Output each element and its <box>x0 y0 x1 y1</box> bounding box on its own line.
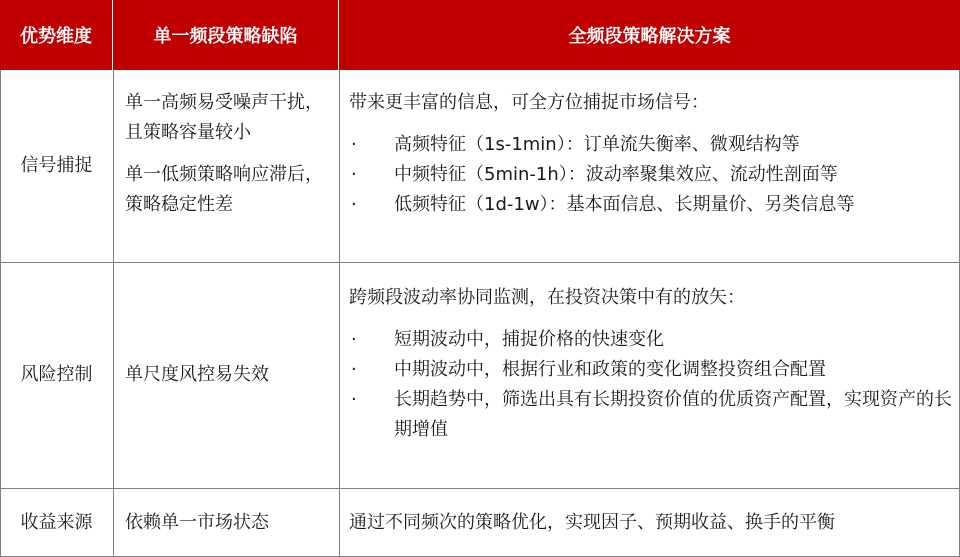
row-divider <box>0 488 960 489</box>
row1-solution <box>339 88 960 220</box>
list-item: · 中频特征（5min-1h）：波动率聚集效应、流动性剖面等 <box>349 160 952 190</box>
list-item: · 高频特征（1s-1min）：订单流失衡率、微观结构等 <box>349 130 952 160</box>
row3-solution <box>339 488 960 557</box>
header-dimension: 优势维度 <box>0 0 113 70</box>
row3-dimension: 收益来源 <box>20 511 93 533</box>
header-solution: 全频段策略解决方案 <box>339 0 960 70</box>
bullet-dot-icon: · <box>351 359 357 380</box>
list-item: · 短期波动中，捕捉价格的快速变化 <box>349 325 952 355</box>
row2-solution-intro: 跨频段波动率协同监测，在投资决策中有的放矢： <box>349 287 745 308</box>
header-defects: 单一频段策略缺陷 <box>113 0 339 70</box>
row2-defect-1: 单尺度风控易失效 <box>125 364 269 385</box>
row1-dimension: 信号捕捉 <box>20 155 93 176</box>
table-left-border <box>0 70 1 557</box>
row1-defect-1: 单一高频易受噪声干扰，且策略容量较小 <box>125 92 323 143</box>
row2-defects <box>113 262 339 488</box>
row1-solution-intro: 带来更丰富的信息，可全方位捕捉市场信号： <box>349 92 709 113</box>
bullet-dot-icon: · <box>351 164 357 185</box>
column-divider <box>339 70 340 557</box>
row-divider <box>0 262 960 263</box>
column-divider <box>113 70 114 557</box>
bullet-dot-icon: · <box>351 194 357 215</box>
bullet-dot-icon: · <box>351 134 357 155</box>
bullet-dot-icon: · <box>351 389 357 410</box>
row2-solution <box>339 283 960 445</box>
row1-defects <box>113 88 339 220</box>
row3-solution-intro: 通过不同频次的策略优化，实现因子、预期收益、换手的平衡 <box>349 511 835 533</box>
list-item: · 低频特征（1d-1w）：基本面信息、长期量价、另类信息等 <box>349 190 952 220</box>
bullet-dot-icon: · <box>351 329 357 350</box>
list-item: · 中期波动中，根据行业和政策的变化调整投资组合配置 <box>349 355 952 385</box>
row1-defect-2: 单一低频策略响应滞后，策略稳定性差 <box>125 164 323 215</box>
row3-defect-1: 依赖单一市场状态 <box>125 511 269 533</box>
list-item: · 长期趋势中，筛选出具有长期投资价值的优质资产配置，实现资产的长期增值 <box>349 385 952 445</box>
row3-defects <box>113 488 339 557</box>
row2-dimension: 风险控制 <box>20 364 93 385</box>
